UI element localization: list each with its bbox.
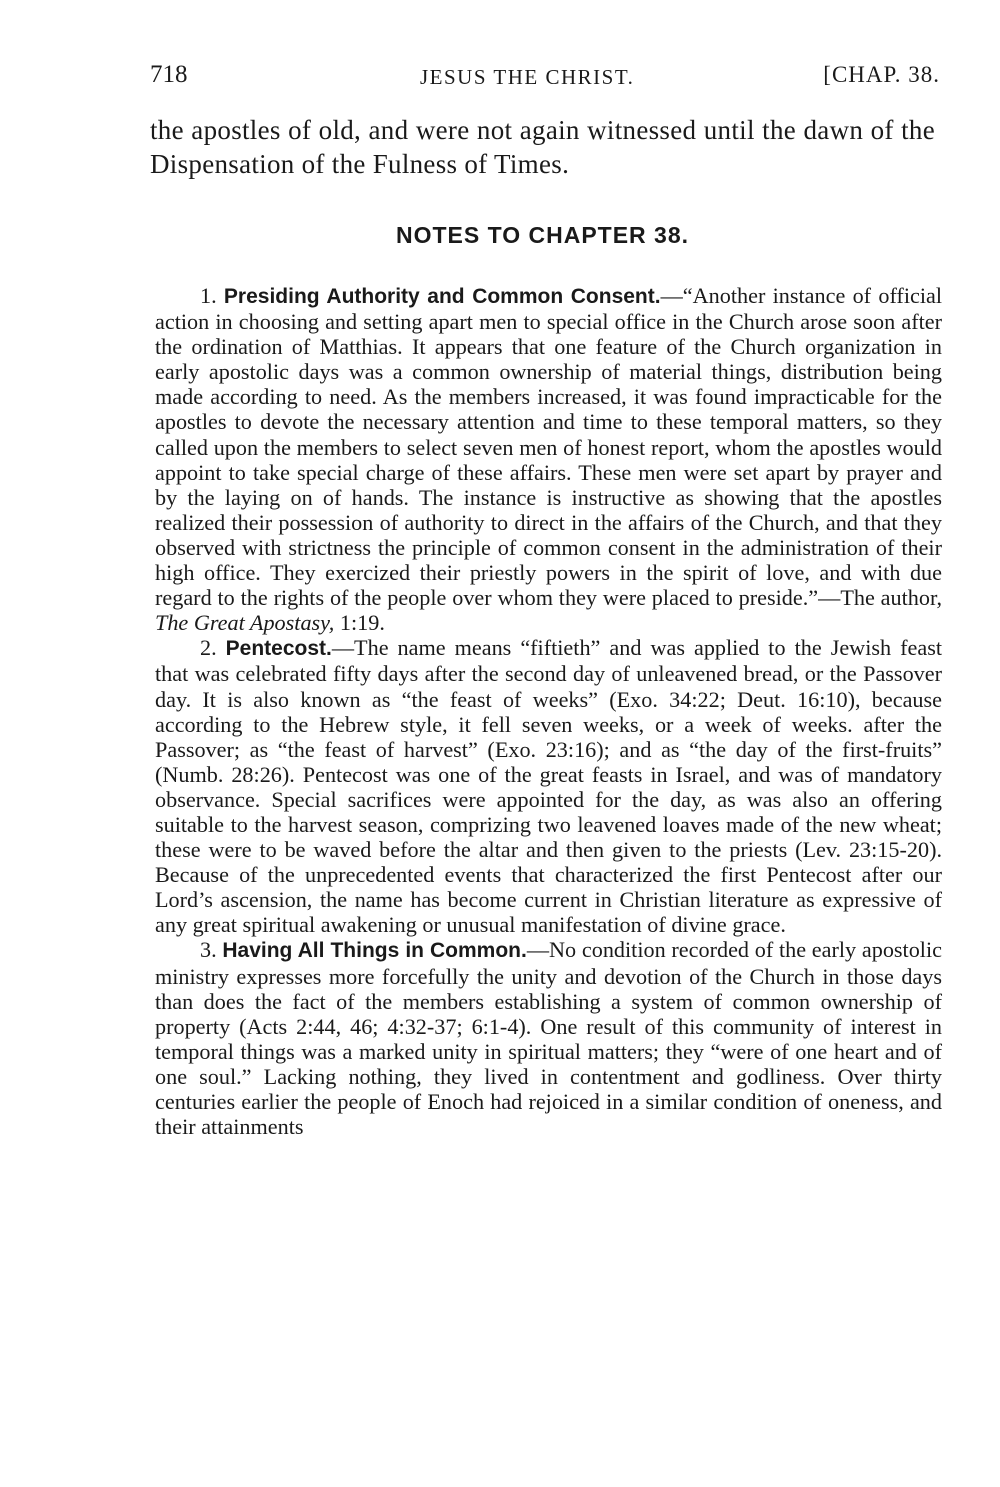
note-text: —No condition recorded of the early apostolic ministry expresses more forcefully the unity and devotion of the Church in those days than does the fact of the members establishing a system of common ownership of property (Acts 2:44, 46; 4:32-37; 6:1-4). One result of this community of interest in temporal things was a marked unity in spiritual matters; they “were of one heart and of one soul.” Lacking nothing, they lived in contentment and godliness. Over thirty centuries earlier the people of Enoch had rejoiced in a similar condition of oneness, and their attainments [155,937,942,1140]
note-title: Having All Things in Common. [222,939,527,963]
page-number: 718 [150,61,188,88]
note-2 [155,635,942,937]
note-citation-ref: 1:19. [334,610,385,636]
notes-section [155,283,942,1139]
note-number: 1. [200,283,217,308]
body-text [150,113,935,181]
running-title: JESUS THE CHRIST. [420,65,635,89]
note-title: Presiding Authority and Common Consent. [223,285,661,308]
note-citation-title: The Great Apostasy, [155,610,335,636]
note-text: —“Another instance of official action in choosing and setting apart men to special office in the Church arose soon after the ordination of Matthias. It appears that one feature of the Church organization in early apostolic days was a common ownership of material things, distribution being made according to need. As the members increased, it was found impracticable for the apostles to devote the necessary attention and time to these temporal matters, so they called upon the members to select seven men of honest report, whom the apostles would appoint to take special charge of these affairs. These men were set apart by prayer and by the laying on of hands. The instance is instructive as showing that the apostles realized their possession of authority to direct in the affairs of the Church, and that they observed with strictness the principle of common consent in the administration of their high office. They exercized their priestly powers in the spirit of love, and with due regard to the rights of the people over whom they were placed to preside.”—The author, [155,283,943,611]
note-number: 3. [200,937,217,963]
note-text: —The name means “fiftieth” and was applied to the Jewish feast that was celebrated fifty days after the second day of unleavened bread, or the Passover day. It is also known as “the feast of weeks” (Exo. 34:22; Deut. 16:10), because according to the Hebrew style, it fell seven weeks, or a week of weeks. after the Passover; as “the feast of harvest” (Exo. 23:16); and as “the day of the first-fruits” (Numb. 28:26). Pentecost was one of the great feasts in Israel, and was of mandatory observance. Special sacrifices were appointed for the day, as was also an offering suitable to the harvest season, comprizing two leavened loaves made of the new wheat; these were to be waved before the altar and then given to the priests (Lev. 23:15-20). Because of the unprecedented events that characterized the first Pentecost after our Lord’s ascension, the name has become current in Christian literature as expressive of any great spiritual awakening or unusual manifestation of divine grace. [155,635,942,938]
note-title: Pentecost. [225,637,332,661]
chapter-reference: [CHAP. 38. [823,62,940,87]
note-number: 2. [200,635,217,661]
note-3 [155,937,942,1139]
continuation-paragraph: the apostles of old, and were not again witnessed until the dawn of the Dispensation of the Fulness of Times. [150,115,935,179]
notes-heading: NOTES TO CHAPTER 38. [395,222,690,248]
note-1 [155,283,942,635]
running-head [150,60,940,90]
